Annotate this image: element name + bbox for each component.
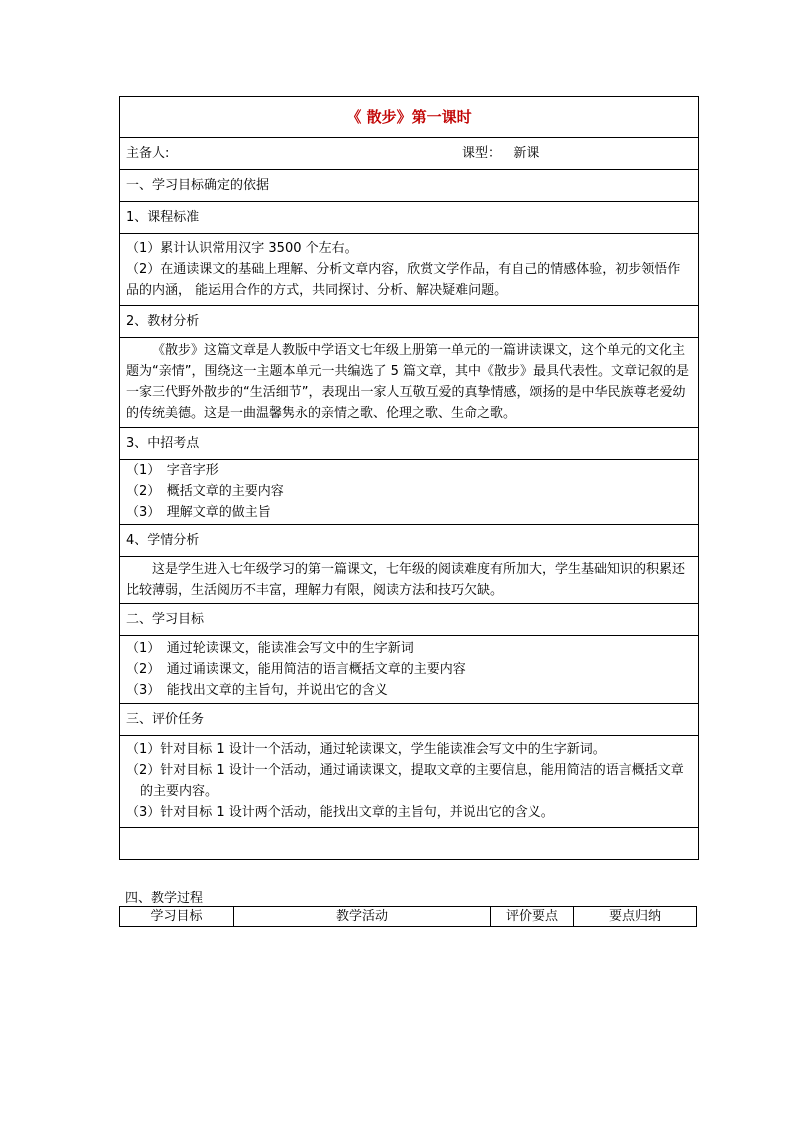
students-content	[120, 557, 699, 604]
section1-heading: 一、学习目标确定的依据	[120, 170, 699, 202]
curriculum-heading: 1、课程标准	[120, 202, 699, 234]
exam-content	[120, 460, 699, 525]
column-header: 学习目标	[120, 907, 234, 927]
task-item: （2）针对目标 1 设计一个活动，通过诵读课文，提取文章的主要信息，能用简洁的语言概括文章的主要内容。	[126, 763, 684, 799]
lesson-type	[462, 143, 539, 164]
info-row	[120, 138, 699, 170]
lesson-type-label: 课型：	[462, 146, 502, 161]
column-header: 评价要点	[491, 907, 574, 927]
task-item: （1）针对目标 1 设计一个活动，通过轮读课文，学生能读准会写文中的生字新词。	[126, 742, 606, 757]
exam-item: （3） 理解文章的做主旨	[126, 505, 271, 520]
tasks-content	[120, 736, 699, 828]
students-text: 这是学生进入七年级学习的第一篇课文，七年级的阅读难度有所加大，学生基础知识的积累还比较薄弱，生活阅历不丰富，理解力有限，阅读方法和技巧欠缺。	[126, 562, 686, 598]
curriculum-content	[120, 234, 699, 306]
preparer-label: 主备人:	[126, 146, 170, 161]
goal-item: （1） 通过轮读课文，能读准会写文中的生字新词	[126, 641, 414, 656]
exam-item: （1） 字音字形	[126, 463, 219, 478]
curriculum-item: （1）累计认识常用汉字 3500 个左右。	[126, 241, 358, 256]
textbook-text: 《散步》这篇文章是人教版中学语文七年级上册第一单元的一篇讲读课文，这个单元的文化主题为“亲情”，围绕这一主题本单元一共编选了 5 篇文章，其中《散步》最具代表性。文章记叙的是一家三代野外散步的“生活细节”，表现出一家人互敬互爱的真挚情感，颂扬的是中华民族尊老爱幼的传统美德。这是一曲温馨隽永的亲情之歌、伦理之歌、生命之歌。	[126, 343, 690, 421]
task-item: （3）针对目标 1 设计两个活动，能找出文章的主旨句，并说出它的含义。	[126, 805, 554, 820]
column-header: 要点归纳	[574, 907, 697, 927]
textbook-heading: 2、教材分析	[120, 306, 699, 338]
section3-heading: 三、评价任务	[120, 704, 699, 736]
column-header: 教学活动	[234, 907, 491, 927]
goal-item: （2） 通过诵读课文，能用简洁的语言概括文章的主要内容	[126, 662, 466, 677]
empty-row	[120, 828, 699, 860]
goals-content	[120, 636, 699, 704]
section4-heading: 四、教学过程	[125, 891, 204, 906]
page-title: 《 散步》第一课时	[120, 97, 699, 138]
lesson-type-value: 新课	[513, 146, 540, 161]
exam-item: （2） 概括文章的主要内容	[126, 484, 284, 499]
textbook-content	[120, 338, 699, 428]
students-heading: 4、学情分析	[120, 525, 699, 557]
lesson-plan-table	[119, 96, 699, 860]
exam-heading: 3、中招考点	[120, 428, 699, 460]
goal-item: （3） 能找出文章的主旨句，并说出它的含义	[126, 683, 388, 698]
teaching-process-table	[119, 906, 697, 927]
curriculum-item: （2）在通读课文的基础上理解、分析文章内容，欣赏文学作品，有自己的情感体验，初步领悟作品的内涵， 能运用合作的方式，共同探讨、分析、解决疑难问题。	[126, 262, 681, 298]
section2-heading: 二、学习目标	[120, 604, 699, 636]
